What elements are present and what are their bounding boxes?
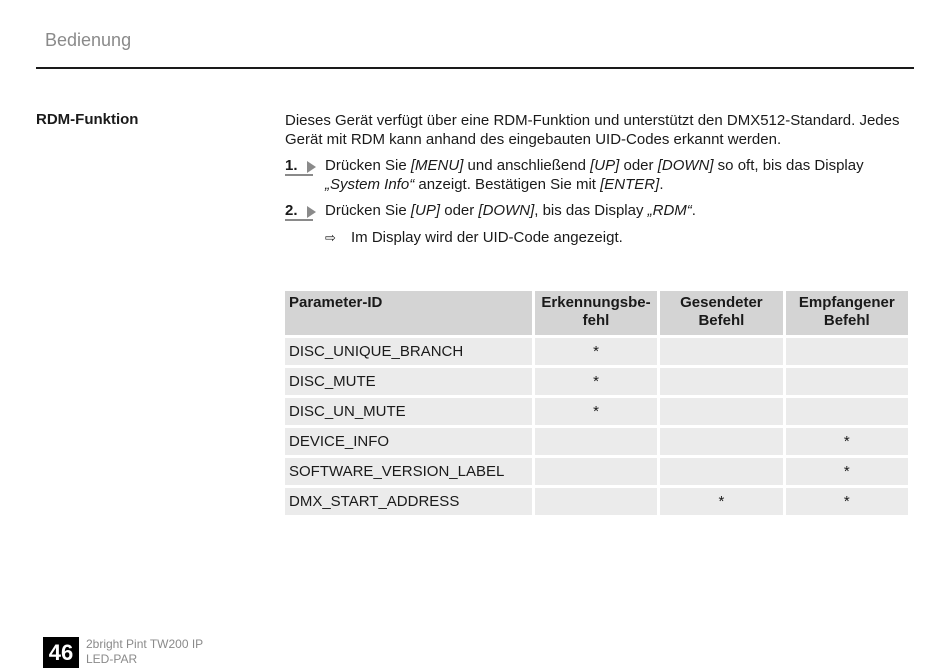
table-cell: * [786, 488, 908, 515]
footer-product-type: LED-PAR [86, 652, 138, 666]
table-cell: SOFTWARE_VERSION_LABEL [285, 458, 532, 485]
table-cell: DEVICE_INFO [285, 428, 532, 455]
table-row [285, 398, 908, 425]
intro-paragraph: Dieses Gerät verfügt über eine RDM-Funktion und unterstützt den DMX512-Standard. Jedes Gerät mit RDM kann anhand des eingebauten UID-Codes erkannt werden. [285, 112, 900, 148]
footer-product-name: 2bright Pint TW200 IP [86, 637, 204, 651]
table-cell: * [786, 458, 908, 485]
section-title: RDM-Funktion [36, 111, 139, 128]
table-cell: * [535, 398, 657, 425]
table-cell: * [786, 428, 908, 455]
step-1 [285, 156, 910, 194]
step-text: Drücken Sie [MENU] und anschließend [UP] oder [DOWN] so oft, bis das Display „System Info“ anzeigt. Bestätigen Sie mit [ENTER]. [325, 157, 864, 193]
table-cell [786, 338, 908, 365]
step-arrow-icon [307, 206, 316, 218]
header-divider [36, 67, 914, 69]
table-row [285, 428, 908, 455]
table-row [285, 488, 908, 515]
table-cell [786, 398, 908, 425]
table-cell [660, 428, 782, 455]
table-cell: DISC_MUTE [285, 368, 532, 395]
rdm-parameter-table [282, 288, 911, 518]
table-cell: * [535, 338, 657, 365]
header-title: Bedienung [45, 30, 132, 50]
column-header: Erkennungsbe- fehl [535, 291, 657, 335]
table-cell: * [535, 368, 657, 395]
table-cell [535, 428, 657, 455]
step-2 [285, 201, 910, 220]
table-row [285, 368, 908, 395]
column-header: Parameter-ID [285, 291, 532, 335]
table-cell [660, 398, 782, 425]
step-underline [285, 219, 313, 221]
step-arrow-icon [307, 161, 316, 173]
step-result [325, 228, 905, 247]
table-cell: DMX_START_ADDRESS [285, 488, 532, 515]
table-cell: DISC_UNIQUE_BRANCH [285, 338, 532, 365]
column-header: Empfangener Befehl [786, 291, 908, 335]
result-arrow-icon: ⇨ [325, 230, 336, 245]
step-number: 2. [285, 202, 298, 219]
column-header: Gesendeter Befehl [660, 291, 782, 335]
page-number: 46 [43, 637, 79, 668]
table-cell [535, 458, 657, 485]
step-text: Drücken Sie [UP] oder [DOWN], bis das Display „RDM“. [325, 202, 696, 219]
table-cell: DISC_UN_MUTE [285, 398, 532, 425]
table-row [285, 458, 908, 485]
table-cell [660, 368, 782, 395]
table-cell: * [660, 488, 782, 515]
table-cell [786, 368, 908, 395]
table-row [285, 338, 908, 365]
result-text: Im Display wird der UID-Code angezeigt. [351, 229, 623, 246]
step-number: 1. [285, 157, 298, 174]
step-underline [285, 174, 313, 176]
table-cell [660, 338, 782, 365]
table-header-row [285, 291, 908, 335]
table-cell [660, 458, 782, 485]
table-cell [535, 488, 657, 515]
